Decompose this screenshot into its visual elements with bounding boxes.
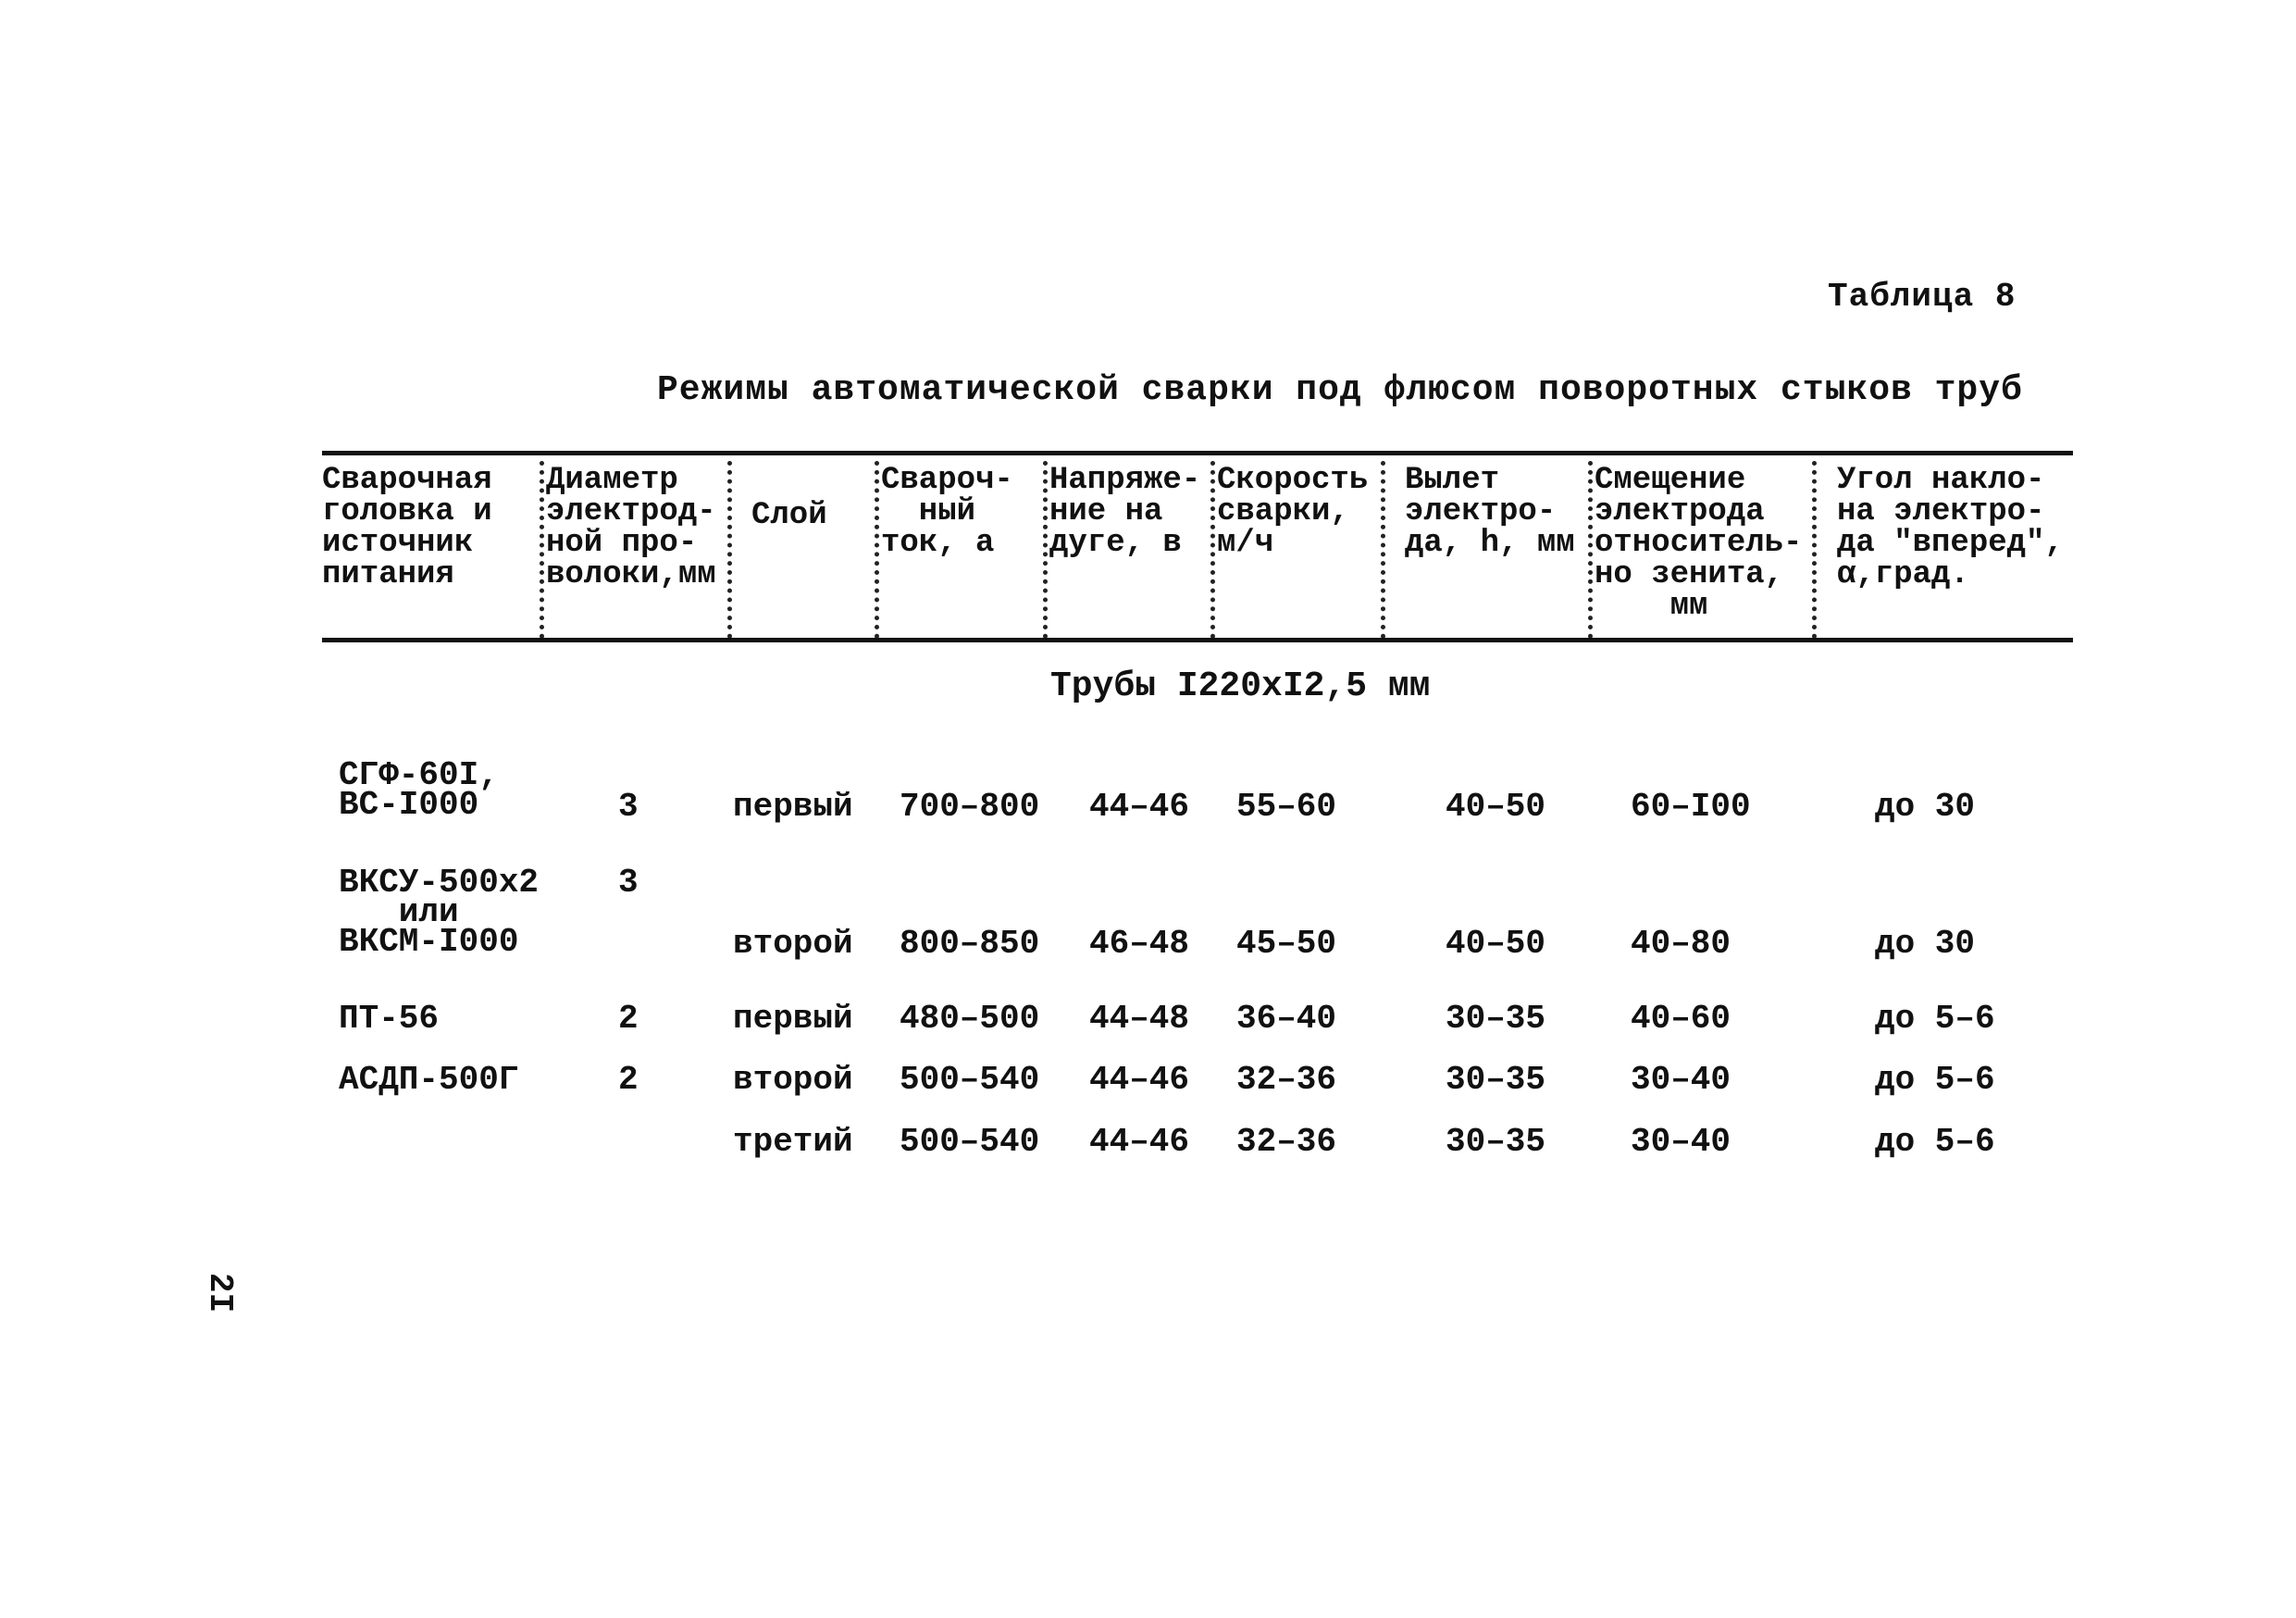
header-separator (1381, 461, 1385, 639)
cell-equipment: АСДП-500Г (339, 1061, 519, 1099)
cell-layer: третий (733, 1123, 853, 1161)
cell-stickout: 30–35 (1446, 1123, 1546, 1161)
header-layer: Слой (751, 498, 827, 533)
table-top-rule (322, 451, 2073, 455)
cell-voltage: 44–48 (1089, 1000, 1190, 1038)
cell-current: 700–800 (900, 788, 1040, 826)
table-title: Режимы автоматической сварки под флюсом поворотных стыков труб (657, 370, 2023, 410)
cell-speed: 45–50 (1236, 925, 1337, 963)
header-separator (540, 461, 544, 639)
cell-current: 800–850 (900, 925, 1040, 963)
cell-offset: 30–40 (1631, 1061, 1731, 1099)
cell-offset: 40–60 (1631, 1000, 1731, 1038)
cell-layer: второй (733, 925, 853, 963)
cell-stickout: 30–35 (1446, 1061, 1546, 1099)
cell-angle: до 5–6 (1875, 1061, 1995, 1099)
table-number: Таблица 8 (1828, 278, 2017, 316)
cell-equipment: ПТ-56 (339, 1000, 440, 1038)
header-offset: Смещение электрода относитель- но зенита, мм (1595, 463, 1803, 624)
section-title: Трубы I220xI2,5 мм (1050, 666, 1431, 706)
cell-speed: 32–36 (1236, 1123, 1337, 1161)
cell-current: 500–540 (900, 1123, 1040, 1161)
cell-voltage: 46–48 (1089, 925, 1190, 963)
cell-layer: первый (733, 1000, 853, 1038)
cell-angle: до 5–6 (1875, 1123, 1995, 1161)
cell-angle: до 30 (1875, 925, 1976, 963)
cell-equipment: ВКСУ-500х2 или ВКСМ-I000 (339, 864, 540, 961)
cell-stickout: 40–50 (1446, 925, 1546, 963)
table-header-rule (322, 638, 2073, 642)
cell-offset: 30–40 (1631, 1123, 1731, 1161)
cell-angle: до 30 (1875, 788, 1976, 826)
header-equipment: Сварочная головка и источник питания (322, 463, 492, 592)
header-speed: Скорость сварки, м/ч (1217, 463, 1369, 561)
header-separator (1588, 461, 1593, 639)
header-angle: Угол накло- на электро- да "вперед", α,град. (1837, 463, 2064, 592)
cell-diameter: 2 (618, 1061, 639, 1099)
cell-speed: 36–40 (1236, 1000, 1337, 1038)
header-separator (875, 461, 879, 639)
cell-voltage: 44–46 (1089, 1061, 1190, 1099)
header-voltage: Напряже- ние на дуге, в (1049, 463, 1201, 561)
cell-current: 500–540 (900, 1061, 1040, 1099)
cell-diameter: 3 (618, 788, 639, 826)
cell-current: 480–500 (900, 1000, 1040, 1038)
cell-voltage: 44–46 (1089, 1123, 1190, 1161)
cell-layer: первый (733, 788, 853, 826)
header-stickout: Вылет электро- да, h, мм (1405, 463, 1575, 561)
cell-speed: 32–36 (1236, 1061, 1337, 1099)
header-separator (727, 461, 732, 639)
header-current: Свароч- ный ток, а (881, 463, 1013, 561)
cell-offset: 60–I00 (1631, 788, 1751, 826)
cell-voltage: 44–46 (1089, 788, 1190, 826)
header-separator (1210, 461, 1215, 639)
header-separator (1043, 461, 1048, 639)
header-separator (1812, 461, 1817, 639)
cell-angle: до 5–6 (1875, 1000, 1995, 1038)
cell-equipment: СГФ-60I, ВС-I000 (339, 756, 499, 824)
cell-layer: второй (733, 1061, 853, 1099)
cell-stickout: 40–50 (1446, 788, 1546, 826)
header-diameter: Диаметр электрод- ной про- волоки,мм (546, 463, 716, 592)
cell-diameter: 2 (618, 1000, 639, 1038)
page-number: 2I (201, 1273, 239, 1313)
cell-stickout: 30–35 (1446, 1000, 1546, 1038)
cell-diameter: 3 (618, 864, 639, 902)
cell-speed: 55–60 (1236, 788, 1337, 826)
cell-offset: 40–80 (1631, 925, 1731, 963)
